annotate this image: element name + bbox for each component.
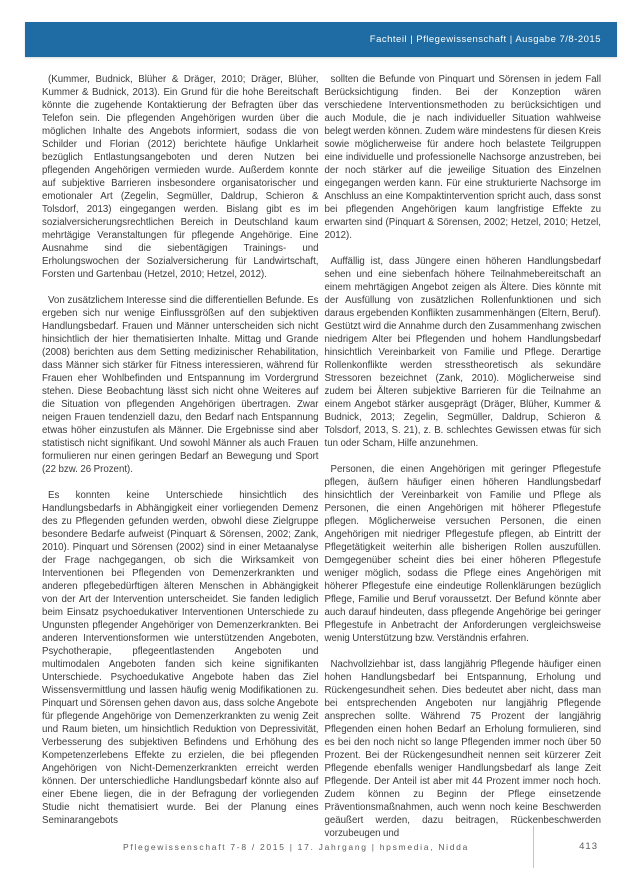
footer-journal-line: Pflegewissenschaft 7-8 / 2015 | 17. Jahrgang | hpsmedia, Nidda bbox=[122, 842, 470, 852]
right-column bbox=[325, 73, 602, 845]
article-body bbox=[42, 73, 601, 845]
body-paragraph: Auffällig ist, dass Jüngere einen höheren Handlungsbedarf sehen und eine siebenfach höhere Teilnahmebereitschaft an einem mehrtägigen Angebot zeigen als Ältere. Dies könnte mit der Ausfüllung von zusätzlichen Rollenfunktionen und sich daraus ergebenden Konflikten zusammenhängen (Eltern, Beruf). Gestützt wird die Annahme durch den Zusammenhang zwischen niedrigem Alter bei Pflegenden und hohem Handlungsbedarf hinsichtlich Vereinbarkeit von Familie und Pflege. Derartige Rollenkonflikte werden stresstheoretisch als sekundäre Stressoren bezeichnet (Zank, 2010). Möglicherweise sind zudem bei Älteren subjektive Barrieren für die Teilnahme an einem Angebot stärker ausgeprägt (Dräger, Blüher, Kummer & Budnick, 2013; Zegelin, Segmüller, Daldrup, Schieron & Tolsdorf, 2013, S. 21), z. B. schlechtes Gewissen etwas für sich tun oder Scham, Hilfe anzunehmen. bbox=[324, 256, 601, 449]
body-paragraph: Es konnten keine Unterschiede hinsichtlich des Handlungsbedarfs in Abhängigkeit einer vorliegenden Demenz des zu Pflegenden gefunden werden, obwohl diese Zielgruppe besondere Bedarfe aufweist (Pinquart & Sörensen, 2002; Zank, 2010). Pinquart und Sörensen (2002) sind in einer Metaanalyse der Frage nachgegangen, ob sich die Wirksamkeit von Interventionen bei Pflegenden von Demenzerkrankten und anderen pflegebedürftigen älteren Menschen in Abhängigkeit von der Art der Intervention unterscheidet. Sie fanden lediglich beim Einsatz psychoedukativer Interventionen Unterschiede zu Ungunsten pflegender Angehöriger von Demenzerkrankten. Bei anderen Interventionsformen wie unterstützenden Angeboten, Psychotherapie, pflegeentlastenden Angeboten und multimodalen Angeboten fanden sich keine signifikanten Unterschiede. Psychoedukative Angebote haben das Ziel Wissensvermittlung und lassen häufig wenig Modifikationen zu. Pinquart und Sörensen gehen davon aus, dass solche Angebote für pflegende Angehörige von Demenzerkrankten zu wenig Zeit und Raum bieten, um hinsichtlich Reduktion von Depressivität, Verbesserung des subjektiven Befindens und Erhöhung des Kompetenzerlebens Effekte zu erzielen, die bei pflegenden Angehörigen von Nicht-Demenzerkrankten erreicht werden können. Der unterschiedliche Handlungsbedarf könnte also auf einer Ebene liegen, die in der Befragung der vorliegenden Studie nicht thematisiert wurde. Bei der Planung eines Seminarangebots bbox=[42, 490, 319, 826]
body-paragraph: Von zusätzlichem Interesse sind die differentiellen Befunde. Es ergeben sich nur wenige Einflussgrößen auf den subjektiven Handlungsbedarf. Frauen und Männer unterscheiden sich nicht hinsichtlich der hier thematisierten Inhalte. Mittag und Grande (2008) berichten aus dem Setting medizinischer Rehabilitation, dass Männer sich stärker für Fitness interessieren, während für Frauen eher Wohlbefinden und Entspannung im Vordergrund stehen. Diese Beobachtung lässt sich nicht ohne Weiteres auf die Situation von pflegenden Angehörigen übertragen. Zwar neigen Frauen tendenziell dazu, den Bedarf nach Entspannung etwas höher einzustufen als Männer. Die Ergebnisse sind aber statistisch nicht signifikant. Und sowohl Männer als auch Frauen formulieren nur einen geringen Bedarf an Bewegung und Sport (22 bzw. 26 Prozent). bbox=[42, 295, 319, 475]
header-issue-label: Fachteil | Pflegewissenschaft | Ausgabe 7/8-2015 bbox=[369, 34, 601, 45]
page-footer bbox=[42, 836, 600, 876]
footer-divider bbox=[533, 826, 534, 868]
left-column bbox=[42, 73, 319, 845]
header-bar bbox=[25, 22, 617, 57]
body-paragraph: Nachvollziehbar ist, dass langjährig Pflegende häufiger einen hohen Handlungsbedarf bei Entspannung, Erholung und Rückengesundheit sehen. Dies bedeutet aber nicht, dass man bei entsprechenden Angeboten nur langjährig Pflegende ansprechen sollte. Während 75 Prozent der langjährig Pflegenden einen hohen Bedarf an Erholung formulieren, sind es bei den noch nicht so lange Pflegenden immer noch über 50 Prozent. Bei der Rückengesundheit nennen seit kürzerer Zeit Pflegende ebenfalls weniger Handlungsbedarf als lange Zeit Pflegende. Der Anteil ist aber mit 44 Prozent immer noch hoch. Zudem können zu Beginn der Pflege einsetzende Präventionsmaßnahmen, auch wenn noch keine Beschwerden geäußert werden, dazu beitragen, Rückenbeschwerden vorzubeugen und bbox=[324, 659, 601, 839]
body-paragraph: sollten die Befunde von Pinquart und Sörensen in jedem Fall Berücksichtigung finden. Bei der Konzeption wären verschiedene Interventionsmethoden zu berücksichtigen und auch Module, die je nach individueller Situation wahlweise belegt werden können. Zudem wäre mindestens für diesen Kreis sowie möglicherweise für andere hoch belastete Teilgruppen eine individuelle und professionelle Nachsorge anzustreben, bei der noch stärker auf die jeweilige Situation des Einzelnen eingegangen werden kann. Für eine strukturierte Nachsorge im Anschluss an eine Kompaktintervention spricht auch, dass sonst bei pflegenden Angehörigen kaum langfristige Effekte zu erwarten sind (Pinquart & Sörensen, 2002; Hetzel, 2010; Hetzel, 2012). bbox=[324, 74, 601, 241]
body-paragraph: Personen, die einen Angehörigen mit geringer Pflegestufe pflegen, äußern häufiger einen höheren Handlungsbedarf hinsichtlich der Vereinbarkeit von Familie und Pflege als Personen, die einen Angehörigen mit höherer Pflegestufe pflegen. Möglicherweise versuchen Personen, die einen Angehörigen mit niedriger Pflegestufe pflegen, ab Eintritt der Pflegetätigkeit weiterhin alle bisherigen Rollen auszufüllen. Demgegenüber scheint dies bei einer höheren Pflegestufe weniger möglich, sodass die Pflege eines Angehörigen mit höherer Pflegestufe eine eindeutige Rollenklärungen bezüglich Pflege, Familie und Beruf voraussetzt. Der Befund könnte aber auch darauf hindeuten, dass pflegende Angehörige bei geringer Pflegestufe in Anbetracht der Anforderungen vergleichsweise wenig Unterstützung bzw. Verständnis erfahren. bbox=[324, 464, 601, 644]
body-paragraph: (Kummer, Budnick, Blüher & Dräger, 2010; Dräger, Blüher, Kummer & Budnick, 2013). Ein Grund für die hohe Bereitschaft könnte die zugehende Kontaktierung der Befragten über das Telefon sein. Die pflegenden Angehörigen wurden über die möglichen Inhalte des Angebots informiert, sodass die von Schilder und Florian (2012) berichtete häufige Unklarheit bezüglich Entlastungsangeboten und deren Nutzen bei pflegenden Angehörigen vermieden wurde. Außerdem konnte auf subjektive Barrieren insbesondere organisatorischer und emotionaler Art (Zegelin, Segmüller, Daldrup, Schieron & Tolsdorf, 2013) eingegangen werden. Bislang gibt es im sozialversicherungsrechtlichen Bereich in Deutschland kaum mehrtägige Veranstaltungen für pflegende Angehörige. Eine Ausnahme sind die siebentägigen Trainings- und Erholungswochen der Sozialversicherung für Landwirtschaft, Forsten und Gartenbau (Hetzel, 2010; Hetzel, 2012). bbox=[42, 74, 319, 280]
page-number: 413 bbox=[579, 841, 598, 852]
